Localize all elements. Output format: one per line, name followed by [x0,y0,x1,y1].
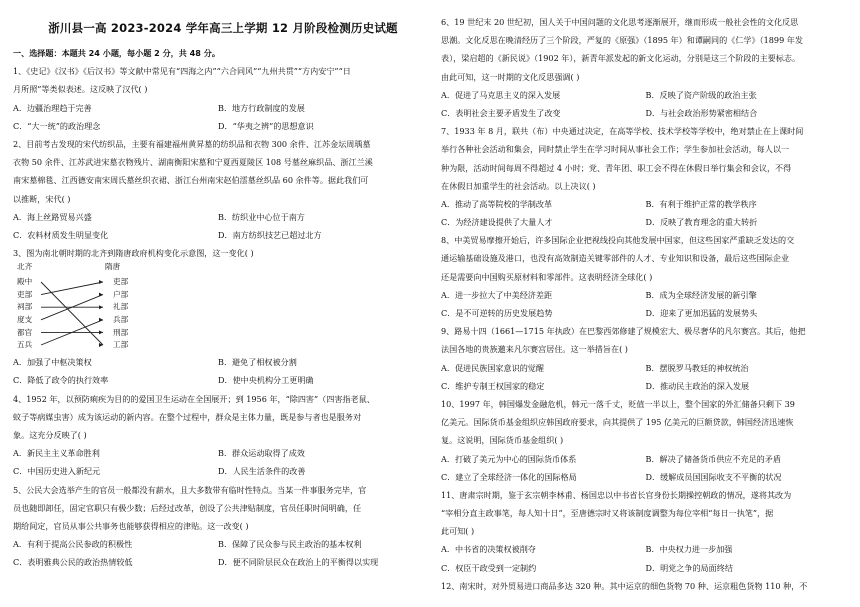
answer-option: A．边疆治理趋于完善 [13,102,92,113]
answer-option: C．表明社会主要矛盾发生了改变 [441,107,561,118]
answer-options-row [13,444,423,462]
answer-option: D．反映了教育理念的重大转折 [645,217,758,228]
diagram-arrowhead [99,293,103,297]
diagram-links [17,262,157,353]
question-text-line: 南宋墓棉毯、江西德安南宋周氏墓丝织衣裙、浙江台州南宋赵伯澐墓丝织品 60 余件等。据此我们可 [13,175,369,186]
answer-option: C．农料材质发生明显变化 [13,229,109,240]
answer-option: D．南方纺织技艺已超过北方 [218,229,322,240]
answer-option: D．使中央机构分工更明确 [218,375,314,386]
answer-options-row [441,450,850,468]
diagram-right-item: 吏部 [113,277,129,287]
answer-option: D．缓解成员国国际收支不平衡的状况 [645,471,782,482]
right-question-flow [441,13,850,595]
diagram-left-item: 度支 [17,315,33,325]
answer-option: C．建立了全球经济一体化的国际格局 [441,471,577,482]
answer-options-row [13,226,423,244]
answer-options-row [13,117,423,135]
answer-option: D．推动民主政治的深入发展 [645,380,750,391]
diagram-right-item: 兵部 [113,315,129,325]
answer-option: A．打破了美元为中心的国际货币体系 [441,453,577,464]
answer-options-row [13,99,423,117]
answer-option: B．保障了民众参与民主政治的基本权利 [218,539,362,550]
answer-option: C．为经济建设提供了大量人才 [441,217,553,228]
question-text-line: 9、路易十四（1661—1715 年执政）在巴黎西郊修建了规模宏大、极尽奢华的凡尔赛宫。其后，他把 [441,326,806,337]
answer-option: B．纺织业中心位于南方 [218,211,305,222]
answer-option: B．摆脱罗马教廷的神权统治 [645,362,749,373]
answer-option: B．地方行政制度的发展 [218,102,305,113]
diagram-left-item: 祠部 [17,302,33,312]
answer-option: B．群众运动取得了成效 [218,448,305,459]
answer-option: C．降低了政令的执行效率 [13,375,109,386]
diagram-left-item: 吏部 [17,289,33,299]
question-text-line: 5、公民大会选举产生的官员一般都没有薪水，且大多数带有临时性特点。当某一件事服务完毕，官 [13,484,367,495]
question-text-line: 象。这充分反映了( ) [13,430,87,440]
answer-options-row [13,353,423,371]
answer-options-row [441,86,850,104]
answer-option: C．维护专制王权国家的稳定 [441,380,545,391]
diagram-right-item: 礼部 [113,302,129,312]
question-text-line: 12、南宋时，对外贸易进口商品多达 320 种。其中运京的细色货物 70 种、运京粗色货物 110 种，不 [441,580,808,591]
answer-option: C．“大一统”的政治理念 [13,120,101,131]
question-text-line: 由此可知，这一时期的文化反思强调( ) [441,71,580,82]
answer-option: A．推动了高等院校的学制改革 [441,198,553,209]
diagram-right-item: 刑部 [113,327,129,337]
answer-option: A．新民主主义革命胜利 [13,448,100,459]
diagram-left-item: 都官 [17,327,33,337]
answer-options-row [13,462,423,480]
exam-title: 浙川县一高 2023-2024 学年高三上学期 12 月阶段检测历史试题 [48,21,398,35]
diagram-left-item: 五兵 [17,340,33,350]
answer-option: C．是不可逆转的历史发展趋势 [441,308,553,318]
answer-option: D．“华夷之辨”的思想意识 [218,120,314,131]
question-text-line: 种为限，活动时间每周不得超过 4 小时；党、青年团、职工会不得在休假日举行集会和会议，不得 [441,162,792,173]
institution-change-diagram [17,262,157,353]
answer-options-row [441,195,850,213]
question-text-line: 8、中美贸易摩擦开始后，许多国际企业把视线投向其他发展中国家，但这些国家严重缺乏发达的交 [441,235,795,246]
question-text-line: 法国各地的贵族邀来凡尔赛宫居住。这一举措旨在( ) [441,344,628,355]
answer-option: B．成为全球经济发展的新引擎 [645,289,757,300]
answer-option: D．明党之争的局面终结 [645,562,733,573]
question-text-line: 6、19 世纪末 20 世纪初，国人关于中国问题的文化思考逐渐展开，继而形成一般社会性的文化反思 [441,17,799,27]
answer-options-row [441,359,850,377]
answer-options-row [441,286,850,304]
answer-option: D．便不同阶层民众在政治上的平衡得以实现 [218,557,379,568]
answer-option: B．反映了资产阶级的政治主张 [645,89,757,100]
answer-option: A．促进民族国家意识的觉醒 [441,362,544,373]
answer-options-row [13,553,423,571]
question-text-line: 11、唐肃宗时期，鉴于玄宗朝李林甫、杨国忠以中书省长官身份长期操控朝政的情况，遂将其改为 [441,489,792,500]
answer-option: D．人民生活条件的改善 [218,466,306,477]
answer-options-row [441,540,850,558]
answer-option: D．迎来了更加迅猛的发展势头 [645,308,758,318]
answer-option: B．中央权力进一步加强 [645,544,733,555]
diagram-right-item: 工部 [113,340,129,350]
answer-options-row [13,535,423,553]
diagram-right-item: 户部 [113,289,129,299]
question-text-line: 以推断，宋代( ) [13,193,71,204]
answer-options-row [441,559,850,577]
answer-option: A．促进了马克思主义的深入发展 [441,89,561,100]
question-text-line: 举行各种社会活动和集会，同时禁止学生在学习时间从事社会工作；学生参加社会活动，每人以一 [441,144,790,155]
question-text-line: 4、1952 年，以预防痢疾为目的的爱国卫生运动在全国展开；到 1956 年，“除四害”（四害指老鼠、 [13,393,375,404]
question-text-line: 2、目前考古发现的宋代纺织品，主要有福建福州黄昇墓的纺织品和衣物 300 余件、江苏金坛周瑀墓 [13,138,371,149]
section-heading: 一、选择题：本题共 24 小题，每小题 2 分，共 48 分。 [13,48,220,58]
diagram-link-line [41,282,103,295]
answer-option: D．与社会政治形势紧密相结合 [645,107,758,118]
question-text-line: 3、图为南北朝时期的北齐到隋唐政府机构变化示意图，这一变化( ) [13,248,254,259]
question-text-line: 思潮。文化反思在晚清经历了三个阶段，严复的《原强》（1895 年）和谭嗣同的《仁学》（1899 年发 [441,35,803,46]
diagram-arrowhead [99,331,103,335]
question-text-line: 月所照”等类似表述。这反映了汉代( ) [13,84,148,95]
question-text-line: 衣物 50 余件、江苏武进宋墓衣物残片、湖南衡阳宋墓和宁夏西夏陵区 108 号墓丝麻织品、浙江兰溪 [13,157,373,168]
question-text-line: 10、1997 年，韩国爆发金融危机，韩元一落千丈，贬值一半以上，整个国家的外汇储备只剩下 39 [441,398,795,409]
answer-option: A．加强了中枢决策权 [13,357,92,368]
question-text-line: 员也随即卸任，固定官职只有极少数；后经过改革，创设了公共津贴制度，官员任职时间明确，任 [13,502,362,513]
answer-options-row [441,304,850,322]
question-text-line: 在休假日加重学生的社会活动。以上决议( ) [441,180,596,191]
answer-option: A．海上丝路贸易兴盛 [13,211,92,222]
diagram-arrowhead [99,305,103,309]
answer-option: A．中书省的决策权被削夺 [441,544,536,555]
answer-options-row [441,468,850,486]
question-text-line: 期给间定，官员从事公共事务也能够获得相应的津贴。这一改变( ) [13,520,249,531]
question-text-line: 复。这说明，国际货币基金组织( ) [441,435,564,446]
question-text-line: 通运输基础设施及港口，也没有高效制造关键零部件的人才、专业知识和设备，最后这些国际企业 [441,253,790,264]
question-text-line: 表），梁启超的《新民说》（1902 年），新青年派发起的新文化运动，分别是这三个阶段的主要标志。 [441,53,801,64]
diagram-link-line [41,282,103,345]
answer-option: C．权臣干政受到一定制约 [441,562,537,573]
answer-options-row [441,104,850,122]
answer-option: A．进一步拉大了中美经济差距 [441,289,553,300]
diagram-arrowhead [99,280,103,284]
left-question-flow [13,44,423,572]
question-text-line: 蚊子等病媒虫害）成为该运动的新内容。在整个过程中，群众是主体力量，既是参与者也是服务对 [13,411,362,422]
question-text-line: “宰相分直主政事笔，每人知十日”，至唐德宗时又将该制度调整为每位宰相“每日一执笔”，据 [441,508,774,519]
question-text-line: 还是需要向中国购买原材料和零部件。这表明经济全球化( ) [441,271,653,282]
question-text-line: 7、1933 年 8 月，联共（布）中央通过决定，在高等学校、技术学校等学校中，绝对禁止在上课时间 [441,126,804,137]
answer-options-row [441,377,850,395]
question-text-line: 亿美元。国际货币基金组织应韩国政府要求，向其提供了 195 亿美元的巨额贷款，韩国经济迅速恢 [441,417,794,428]
answer-options-row [441,213,850,231]
answer-option: A．有利于提高公民参政的积极性 [13,539,133,550]
diagram-left-header: 北齐 [17,262,33,272]
answer-options-row [13,371,423,389]
question-text-line: 1、《史记》《汉书》《后汉书》等文献中常见有“四海之内”“六合同风”“九州共贯”“方内安宁”“日 [13,66,351,77]
answer-option: B．解决了储备货币供应不充足的矛盾 [645,453,781,464]
answer-option: B．避免了相权被分割 [218,357,297,368]
answer-option: C．表明雅典公民的政治热情较低 [13,557,133,568]
answer-options-row [13,208,423,226]
diagram-left-item: 殿中 [17,277,33,287]
diagram-arrowhead [99,318,103,322]
answer-option: C．中国历史进入新纪元 [13,466,101,477]
diagram-right-header: 隋唐 [105,262,121,272]
answer-option: B．有利于维护正常的教学秩序 [645,198,757,209]
question-text-line: 此可知( ) [441,526,475,537]
